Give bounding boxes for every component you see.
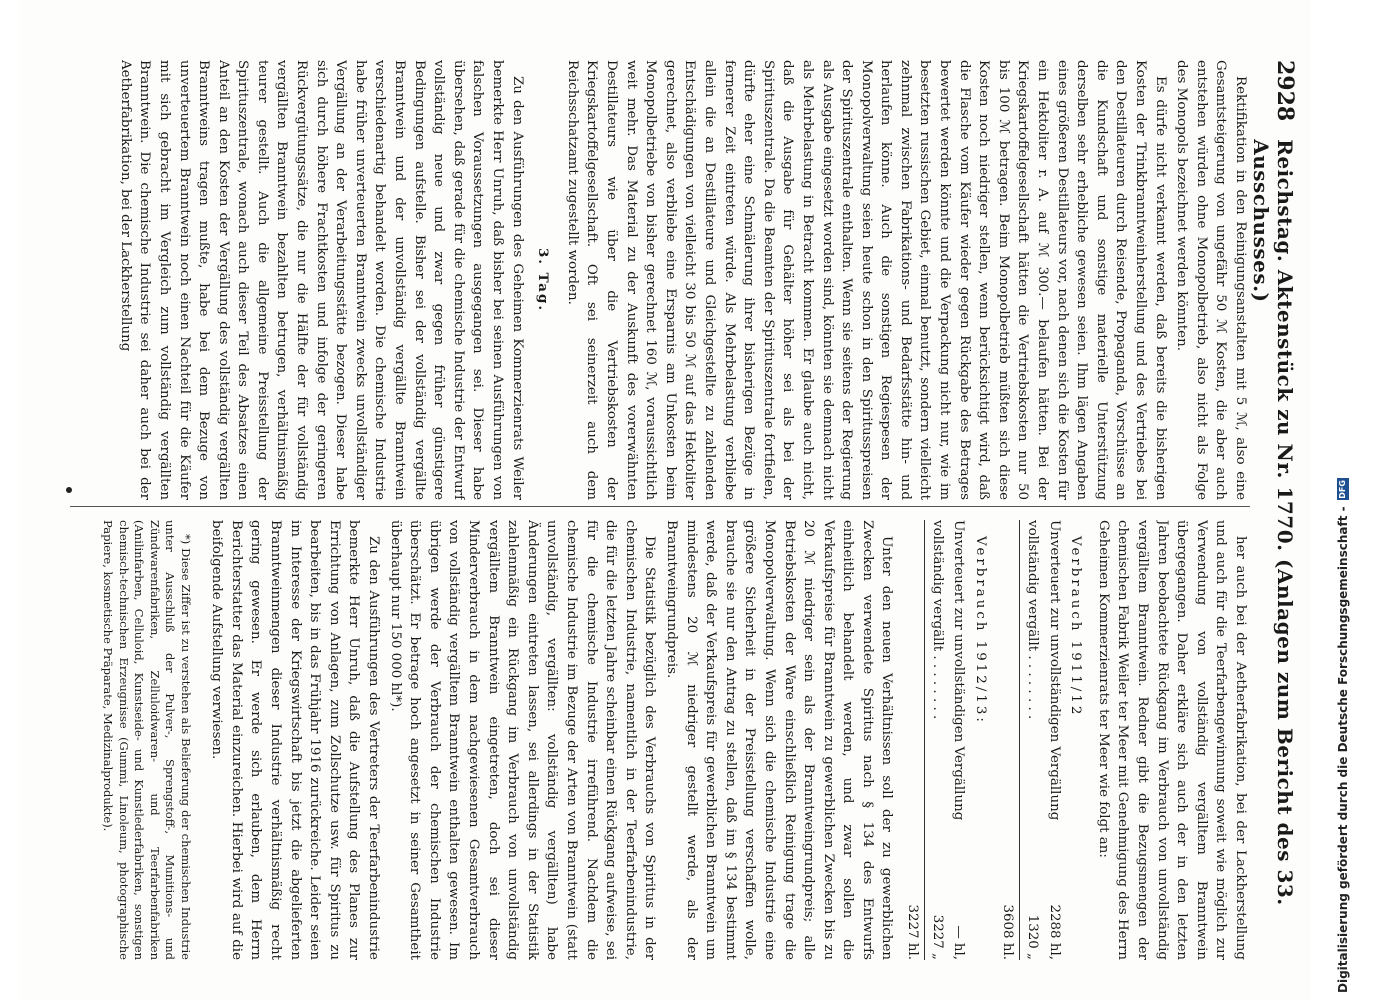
- paragraph: Zu den Ausführungen des Vertreters der Teerfarbenindustrie bemerkte Herr Unruh, daß die Aufstellung des Planes zur Errichtung von Anlagen, zum Zollschutze usw. für Spiritus zu bearbeiten, bis in das Frühjahr 1916 zurückreiche. Leider seien im Interesse der Kriegswirtschaft bis jetzt die abgelieferten Branntweinmengen dieser Industrie verhältnismäßig recht gering gewesen. Er werde sich erlauben, dem Herrn Berichterstatter das Material einzureichen. Hierbei wird auf die beifolgende Aufstellung verwiesen.: [209, 520, 382, 960]
- stat-value: 3227 „: [929, 914, 945, 960]
- page-header: [1249, 60, 1298, 980]
- paragraph: Zu den Ausführungen des Geheimen Kommerzienrats Weiler bemerkte Herr Unruh, daß bisher bei seinen Ausführungen von falschen Voraussetzungen ausgegangen sei. Dieser habe übersehen, daß gerade für die chemische Industrie der Entwurf vollständig neue und zwar gegen früher günstigere Bedingungen aufstelle. Bisher sei der vollständig vergällte Branntwein und der unvollständig vergällte Branntwein verschiedenartig behandelt worden. Die chemische Industrie habe früher unverteuerten Branntwein zwecks unvollständiger Vergällung an der Verarbeitungsstätte bezogen. Dieser habe sich durch höhere Frachtkosten und infolge der geringeren Rückvergütungssätze, die nur die Hälfte der für vollständig vergällten Branntwein bezahlten betrugen, verhältnismäßig teurer gestellt. Auch die allgemeine Preisstellung der Spirituszentrale, wonach auch dieser Teil des Absatzes einen Anteil an den Kosten der Vergällung des vollständig vergällten Branntweins tragen mußte, habe bei dem Bezuge von unverteuertem Branntwein noch einen Nachteil für die Käufer mit sich gebracht im Vergleich zum vollständig vergällten Branntwein. Die chemische Industrie sei daher auch bei der Aetherfabrikation, bei der Lackherstellung: [117, 60, 525, 500]
- right-column: [50, 520, 1250, 960]
- stat-total: 3608 hl.: [998, 520, 1021, 960]
- stat-value: 2288 hl,: [1046, 904, 1062, 960]
- rotated-page: [20, 0, 1310, 1000]
- stat-total: 3227 hl.: [903, 520, 926, 960]
- dfg-logo-icon: DFG: [1338, 480, 1347, 499]
- page-number: 2928: [1272, 60, 1298, 122]
- paragraph: Unter den neuen Verhältnissen soll der zu gewerblichen Zwecken verwendete Spiritus nach § 134 des Entwurfs einheitlich behandelt werden, und zwar sollen die Verkaufspreise für Branntwein zu gewerblichen Zwecken bis zu 20 ℳ niedriger sein als der Branntweingrundpreis; alle Betriebskosten der Ware einschließlich Reinigung trage die Monopolverwaltung. Wenn sich die chemische Industrie eine größere Sicherheit in der Preisstellung verschaffen wolle, brauche sie nur den Antrag zu stellen, daß im § 134 bestimmt werde, daß der Verkaufspreis für gewerblichen Branntwein um mindestens 20 ℳ niedriger gestellt werde, als der Branntweingrundpreis.: [663, 520, 895, 960]
- paragraph: her auch bei der Aetherfabrikation, bei der Lackherstellung und auch für die Teerfarbengewinnung soweit wie möglich zur Verwendung von vollständig vergälltem Branntwein übergegangen. Daher erkläre sich auch der in den letzten Jahren beobachtete Rückgang im Verbrauch von unvollständig vergälltem Branntwein. Redner gibt die Bezugsmengen der chemischen Fabrik Weiler ter Meer mit Genehmigung des Herrn Geheimen Kommerzienrats ter Meer wie folgt an:: [1095, 520, 1248, 960]
- column-divider: [70, 506, 1250, 507]
- left-column: [50, 60, 1250, 500]
- paragraph: Die Statistik bezüglich des Verbrauchs von Spiritus in der chemischen Industrie, namentlich in der Teerfarbenindustrie, die für die letzten Jahre scheinbar einen Rückgang aufweise, sei für die chemische Industrie irreführend. Nachdem die chemische Industrie im Bezuge der Arten von Branntwein (statt unvollständig, vergällten: vollständig vergällten) habe Änderungen eintreten lassen, sei allerdings in der Statistik zahlenmäßig ein Rückgang im Verbrauch von unvollständig vergälltem Branntwein eingetreten, doch sei dieser Minderverbrauch in dem nachgewiesenen Gesamtverbrauch von vollständig vergälltem Branntwein enthalten gewesen. Im übrigen werde der Verbrauch der chemischen Industrie überschätzt. Er betrage hoch angesetzt in seiner Gesamtheit überhaupt nur 150 000 hl*).: [387, 520, 658, 960]
- running-head: Reichstag. Aktenstück zu Nr. 1770. (Anlagen zum Bericht des 33. Ausschusses.): [1249, 139, 1297, 906]
- stat-label: vollständig vergällt . . . . . . . .: [1025, 520, 1041, 720]
- credit-text: Digitalisierung gefördert durch die Deutsche Forschungsgemeinschaft -: [1336, 506, 1350, 993]
- digitization-credit: [1336, 478, 1350, 993]
- scan-speck: [66, 487, 72, 493]
- stat-heading: Verbrauch 1912/13:: [972, 536, 988, 725]
- stat-value: 1320 „: [1025, 914, 1041, 960]
- paragraph: Es dürfe nicht verkannt werden, daß bereits die bisherigen Kosten der Trinkbranntweinherstellung und des Vertriebes bei den Destillateuren durch Reisende, Propaganda, Vorschüsse an die Kundschaft und sonstige materielle Unterstützung derselben sehr erhebliche gewesen seien. Ihm lägen Angaben eines größeren Destillateurs vor, nach denen sich die Kosten für ein Hektoliter r. A. auf ℳ 300.— belaufen hätten. Bei der Kriegskartoffelgesellschaft hätten die Vertriebskosten nur 50 bis 100 ℳ betragen. Beim Monopolbetrieb müßten sich diese Kosten noch niedriger stellen, wenn berücksichtigt wird, daß die Flasche vom Käufer wieder gegen Rückgabe des Betrages bewertet werden könnte und die Verpackung nicht nur, wie im besetzten russischen Gebiet, einmal benutzt, sondern vielleicht zehnmal zwischen Fabrikations- und Bedarfsstätte hin- und herlaufen könne. Auch die sonstigen Regiespesen der Monopolverwaltung seien heute schon in den Spiritusspreisen der Spirituszentrale enthalten. Wenn sie seitens der Regierung als Ausgabe eingesetzt worden sind, könnten sie demnach nicht als Mehrbelastung in Betracht kommen. Er glaube auch nicht, daß die Ausgabe für Gehälter höher sei als bei der Spirituszentrale. Da die Beamten der Spirituszentrale fortfielen, dürfte eher eine Schmälerung ihrer bisherigen Bezüge in fernerer Zeit eintreten würde. Als Mehrbelastung verbliebe allein die an Destillateure und Gleichgestellte zu zahlenden Entschädigungen von vielleicht 30 bis 50 ℳ auf das Hektoliter gerechnet, also verbliebe eine Ersparnis am Unkosten beim Monopolbetriebe von bisher gerechnet 160 ℳ, voraussichtlich weit mehr. Das Material zu der Auskunft des vorerwähnten Destillateurs wie über die Vertriebskosten der Kriegskartoffelgesellschaft. Oft sei seinerzeit auch dem Reichsschatzamt zugestellt worden.: [564, 60, 1168, 500]
- stat-heading: Verbrauch 1911/12: [1068, 536, 1084, 718]
- stat-row: [1044, 520, 1064, 960]
- stat-row: [1022, 520, 1042, 960]
- stat-row: [949, 520, 969, 960]
- stat-label: vollständig vergällt . . . . . . . .: [929, 520, 945, 720]
- stat-row: [927, 520, 947, 960]
- paragraph: Rektifikation in den Reinigungsanstalten mit 5 ℳ, also eine Gesamtsteigerung von ungefähr 50 ℳ Kosten, die aber auch entstehen würden ohne Monopolbetrieb, also nicht als Folge des Monopols bezeichnet werden könnten.: [1174, 60, 1248, 500]
- stat-label: Unverteuert zur unvollständigen Vergällung: [951, 520, 967, 821]
- footnote: *) Diese Ziffer ist zu verstehen als Belieferung der chemischen Industrie unter Ausschluß der Pulver-, Sprengstoff-, Munitions- und Zündwarenfabriken, Zelluloidwaren- und Teerfarbenfabriken (Anilinfarben, Celluloid, Kunstseide- und Kunstlederfabriken, sonstigen chemisch-technischen Erzeugnisse (Gummi, Linoleum, photographische Papiere, kosmetische Präparate, Medizinalprodukte).: [101, 520, 193, 960]
- stat-label: Unverteuert zur unvollständigen Vergällung: [1046, 520, 1062, 821]
- stat-value: — hl,: [951, 925, 967, 960]
- section-heading: 3. Tag.: [535, 247, 552, 313]
